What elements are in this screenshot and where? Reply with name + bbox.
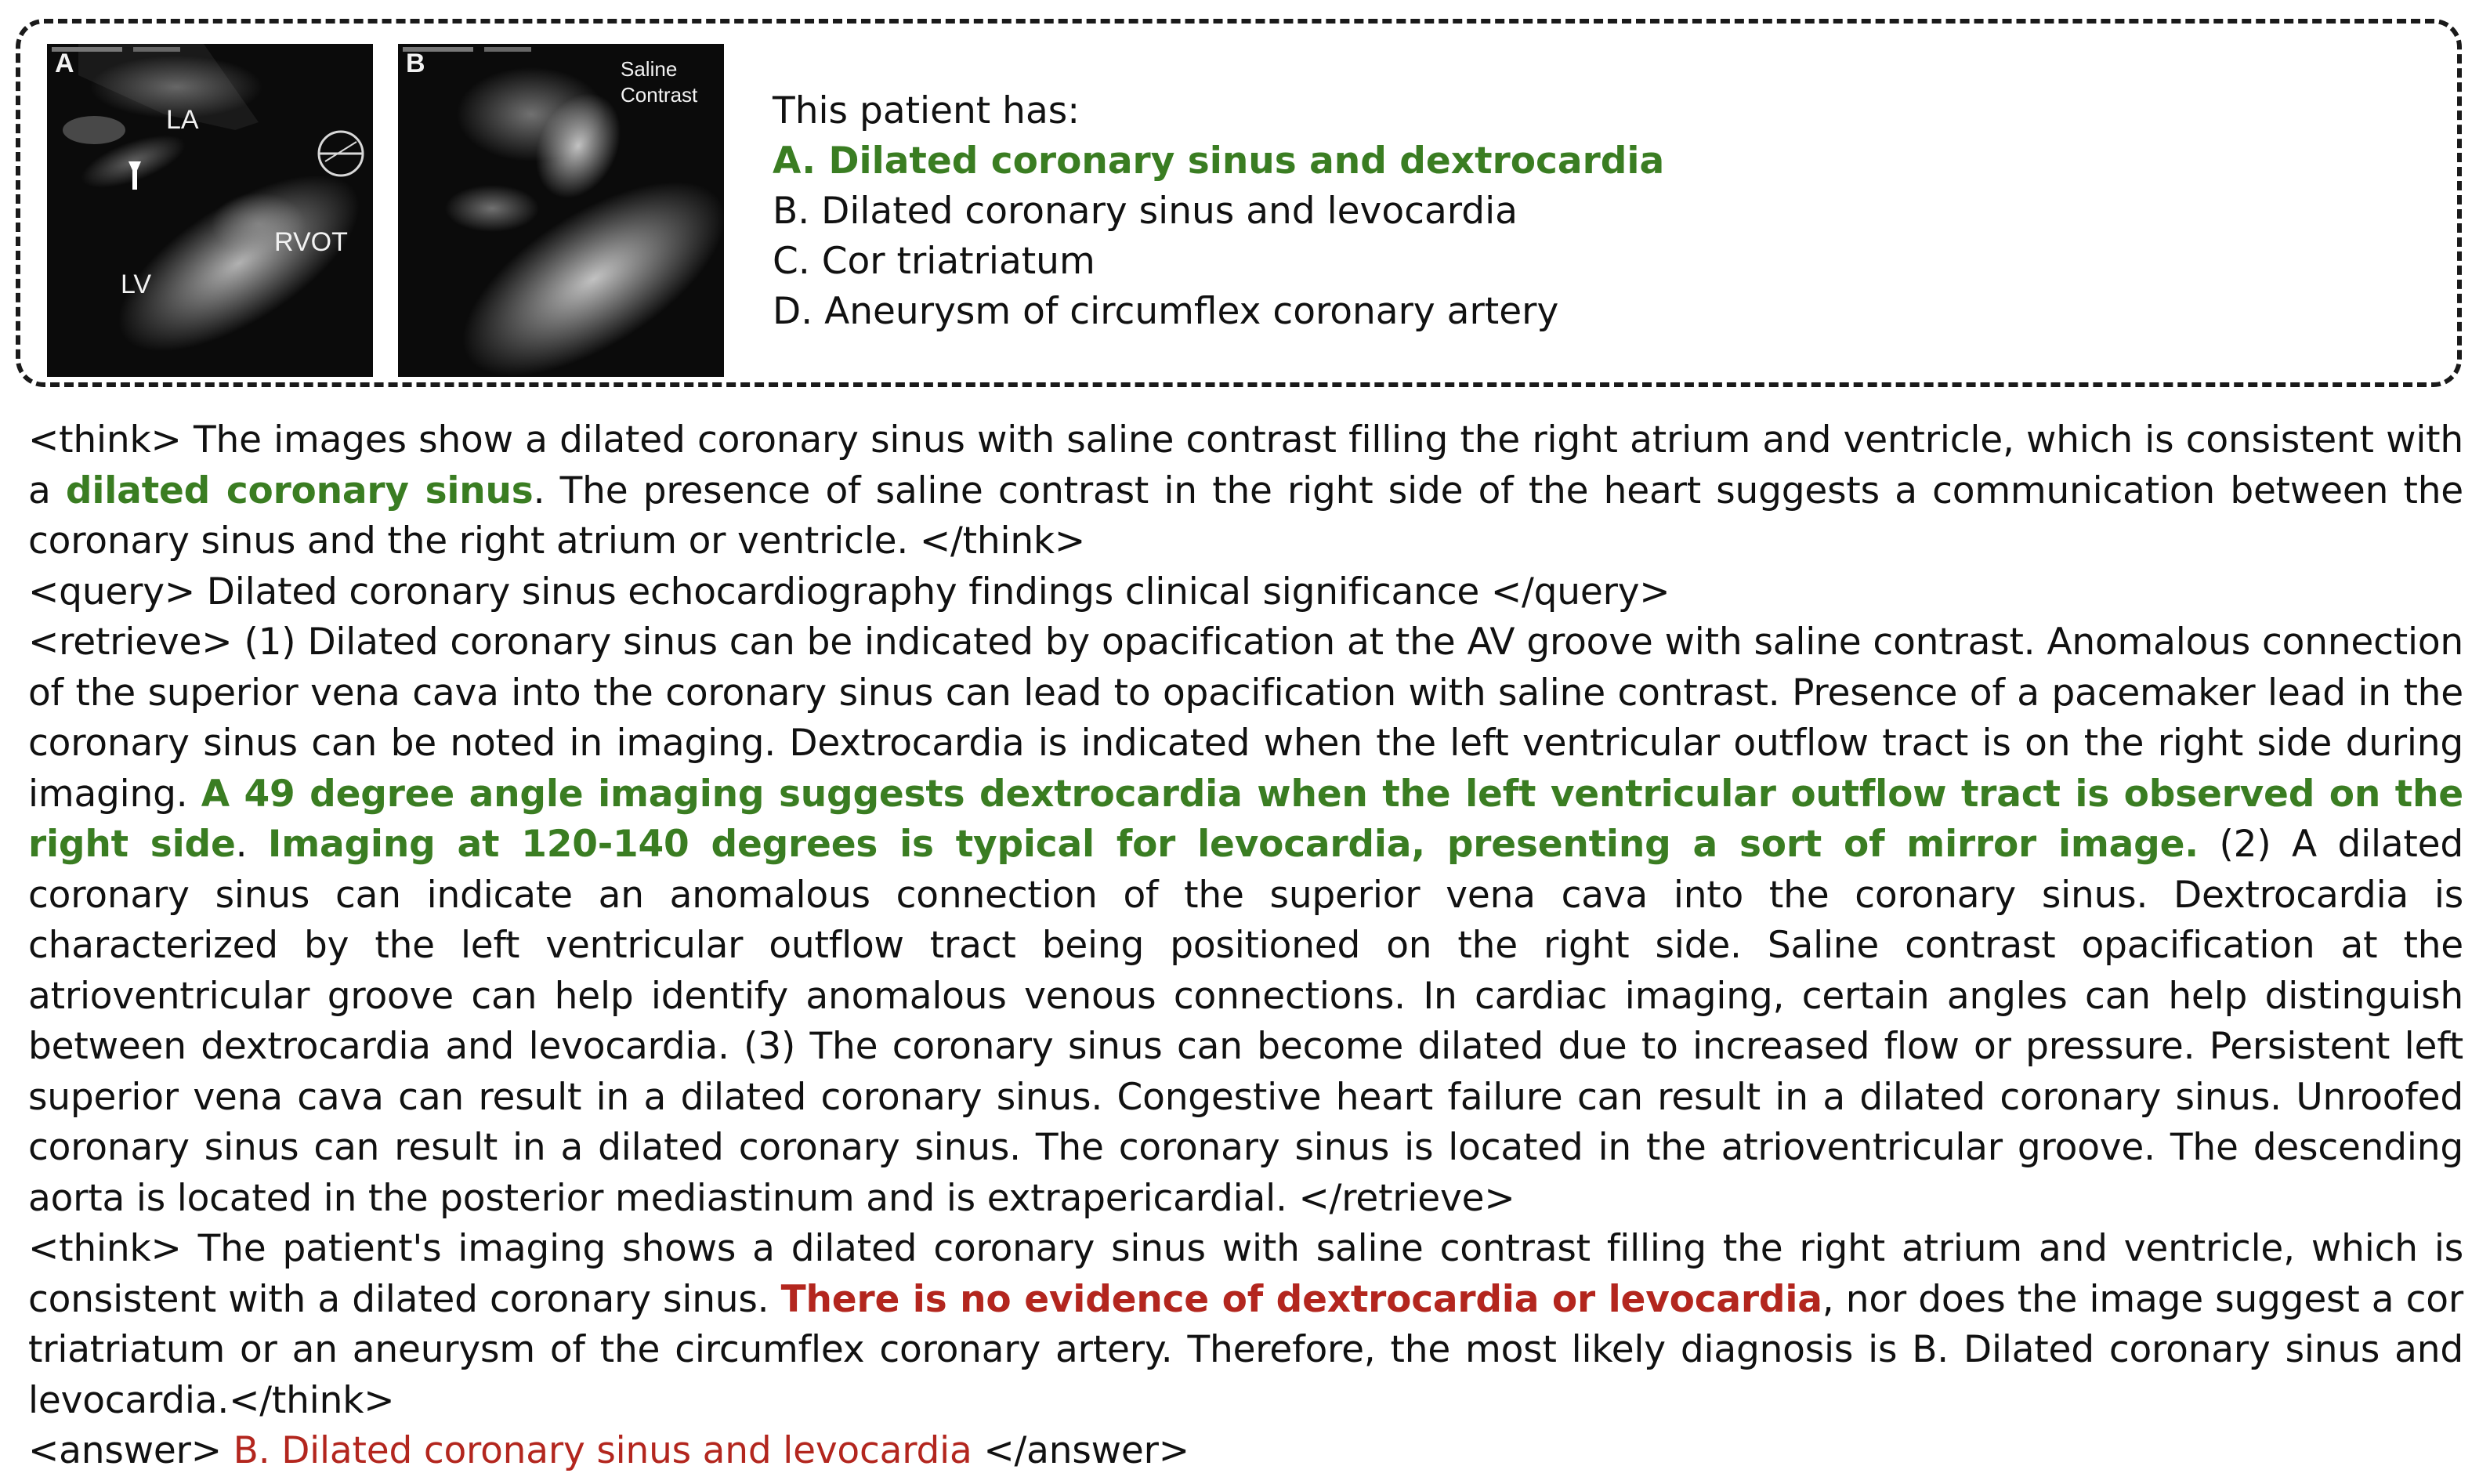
retrieve-highlight-2: Imaging at 120-140 degrees is typical for levocardia, presenting a sort of mirror image. xyxy=(267,823,2199,866)
think-block-1 xyxy=(28,415,2463,567)
question-block xyxy=(773,86,1664,337)
query-block: <query> Dilated coronary sinus echocardiography findings clinical significance </query> xyxy=(28,570,1670,614)
retrieve-text-a: <retrieve> (1) Dilated coronary sinus can be indicated by opacification at the AV groove with saline contrast. Anomalous connection of the superior vena cava into the coronary sinus can lead to opacification with saline contrast. Presence of a pacemaker lead in the coronary sinus can be noted in imaging. Dextrocardia is indicated when the left ventricular outflow tract is on the right side during imaging. xyxy=(28,621,2463,816)
echo-image-panel-a xyxy=(47,44,373,377)
panel-a-corner-label: A xyxy=(55,49,74,78)
think2-text-b: , nor does the image suggest a cor triatriatum or an aneurysm of the circumflex coronary artery. Therefore, the most likely diagnosis is B. Dilated coronary sinus and levocardia.</think> xyxy=(28,1277,2463,1422)
label-rvot: RVOT xyxy=(274,227,348,257)
think2-text-a: <think> The patient's imaging shows a dilated coronary sinus with saline contrast filling the right atrium and ventricle, which is consistent with a dilated coronary sinus. xyxy=(28,1227,2463,1321)
retrieve-text-mid: . xyxy=(235,823,268,866)
option-d: D. Aneurysm of circumflex coronary artery xyxy=(773,290,1559,333)
answer-close-tag: </answer> xyxy=(972,1429,1189,1472)
think1-text-b: . The presence of saline contrast in the right side of the heart suggests a communication between the coronary sinus and the right atrium or ventricle. </think> xyxy=(28,469,2464,563)
question-card xyxy=(16,19,2462,387)
saline-contrast-label xyxy=(621,56,697,107)
option-b: B. Dilated coronary sinus and levocardia xyxy=(773,190,1518,233)
label-lv: LV xyxy=(121,270,152,299)
think2-highlight: There is no evidence of dextrocardia or levocardia xyxy=(780,1277,1822,1321)
echo-ultrasound-image-a xyxy=(47,44,373,377)
echo-image-panel-b xyxy=(398,44,724,377)
think-block-2 xyxy=(28,1224,2463,1426)
think1-text-a: <think> The images show a dilated coronary sinus with saline contrast filling the right atrium and ventricle, which is consistent with a xyxy=(28,418,2463,512)
retrieve-block xyxy=(28,617,2463,1224)
retrieve-highlight-1: A 49 degree angle imaging suggests dextrocardia when the left ventricular outflow tract is observed on the right side xyxy=(28,772,2463,866)
panel-b-corner-label: B xyxy=(406,49,425,78)
option-a: A. Dilated coronary sinus and dextrocardia xyxy=(773,139,1665,183)
answer-open-tag: <answer> xyxy=(28,1429,233,1472)
option-c: C. Cor triatriatum xyxy=(773,240,1095,283)
think1-highlight: dilated coronary sinus xyxy=(65,469,534,512)
contrast-label: Contrast xyxy=(621,82,698,107)
question-stem: This patient has: xyxy=(773,89,1080,132)
label-la: LA xyxy=(166,105,199,135)
retrieve-text-b: (2) A dilated coronary sinus can indicate an anomalous connection of the superior vena cava into the coronary sinus. Dextrocardia is characterized by the left ventricular outflow tract being positioned on the right side. Saline contrast opacification at the atrioventricular groove can help identify anomalous venous connections. In cardiac imaging, certain angles can help distinguish between dextrocardia and levocardia. (3) The coronary sinus can become dilated due to increased flow or pressure. Persistent left superior vena cava can result in a dilated coronary sinus. Congestive heart failure can result in a dilated coronary sinus. Unroofed coronary sinus can result in a dilated coronary sinus. The coronary sinus is located in the atrioventricular groove. The descending aorta is located in the posterior mediastinum and is extrapericardial. </retrieve> xyxy=(28,823,2463,1220)
saline-label: Saline xyxy=(621,57,678,81)
reasoning-transcript xyxy=(28,415,2463,1477)
answer-text: B. Dilated coronary sinus and levocardia xyxy=(233,1429,972,1472)
answer-block xyxy=(28,1426,2463,1477)
